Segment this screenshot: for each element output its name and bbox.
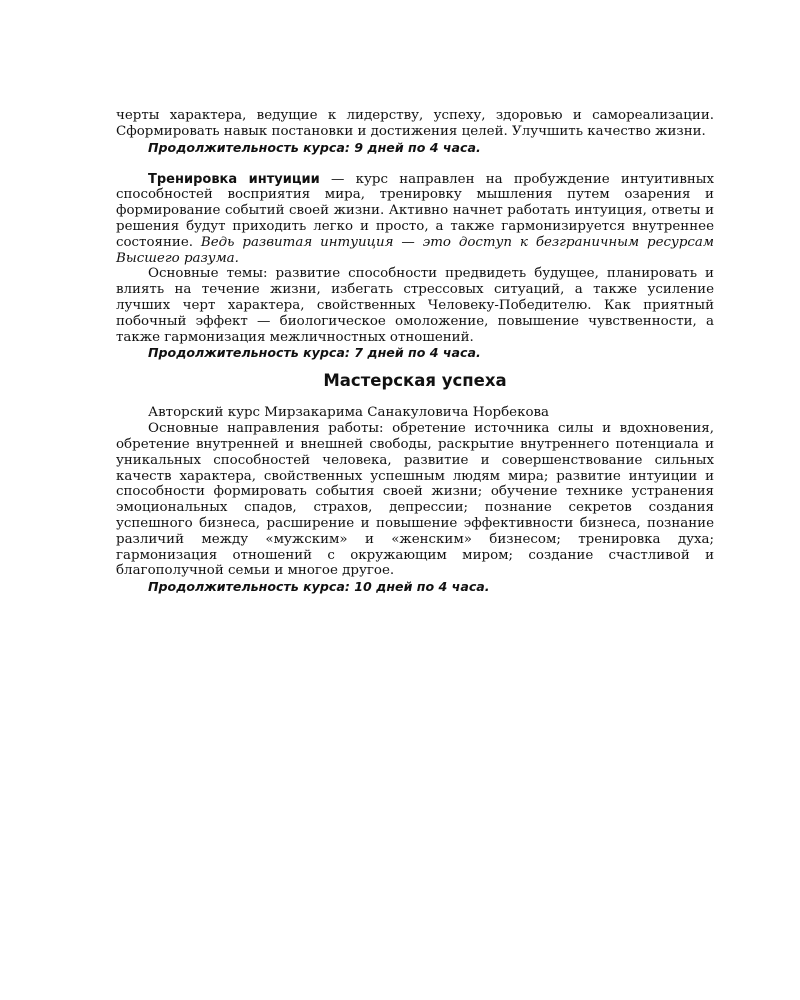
paragraph-author-course: Авторский курс Мирзакарима Санакуловича Норбекова	[148, 405, 550, 421]
course-duration-7-days: Продолжительность курса: 7 дней по 4 часа.	[148, 345, 481, 361]
course-duration-10-days: Продолжительность курса: 10 дней по 4 часа.	[148, 579, 490, 595]
course-duration-9-days: Продолжительность курса: 9 дней по 4 часа.	[148, 139, 481, 155]
paragraph-gap	[116, 156, 714, 172]
intuition-italic-quote: Ведь развитая интуиция — это доступ к безграничным ресурсам Высшего разума.	[116, 234, 714, 266]
paragraph-intuition-training	[116, 172, 714, 267]
paragraph-work-directions: Основные направления работы: обретение источника силы и вдохновения, обретение внутренней и внешней свободы, раскрытие внутреннего потенциала и уникальных способностей человека, развитие и совершенствование сильных качеств характера, свойственных успешным людям мира; развитие интуиции и способности формировать события своей жизни; обучение технике устранения эмоциональных спадов, страхов, депрессии; познание секретов создания успешного бизнеса, расширение и повышение эффективности бизнеса, познание различий между «мужским» и «женским» бизнесом; тренировка духа; гармонизация отношений с окружающим миром; создание счастливой и благополучной семьи и многое другое.	[116, 421, 714, 579]
intuition-description: — курс направлен на пробуждение интуитивных способностей восприятия мира, тренировку мышления путем озарения и формирование событий своей жизни. Активно начнет работать интуиция, ответы и решения будут приходить легко и просто, а также гармонизируется внутреннее состояние.	[116, 171, 714, 250]
section-heading-mastery: Мастерская успеха	[323, 371, 507, 391]
paragraph-intuition-themes: Основные темы: развитие способности предвидеть будущее, планировать и влиять на течение жизни, избегать стрессовых ситуаций, а также усиление лучших черт характера, свойственных Человеку-Победителю. Как приятный побочный эффект — биологическое омоложение, повышение чувственности, а также гармонизация межличностных отношений.	[116, 266, 714, 345]
document-page	[116, 108, 714, 595]
intuition-term: Тренировка интуиции	[148, 171, 320, 187]
paragraph-character-goals: черты характера, ведущие к лидерству, успеху, здоровью и самореализации. Сформировать навык постановки и достижения целей. Улучшить качество жизни.	[116, 108, 714, 139]
